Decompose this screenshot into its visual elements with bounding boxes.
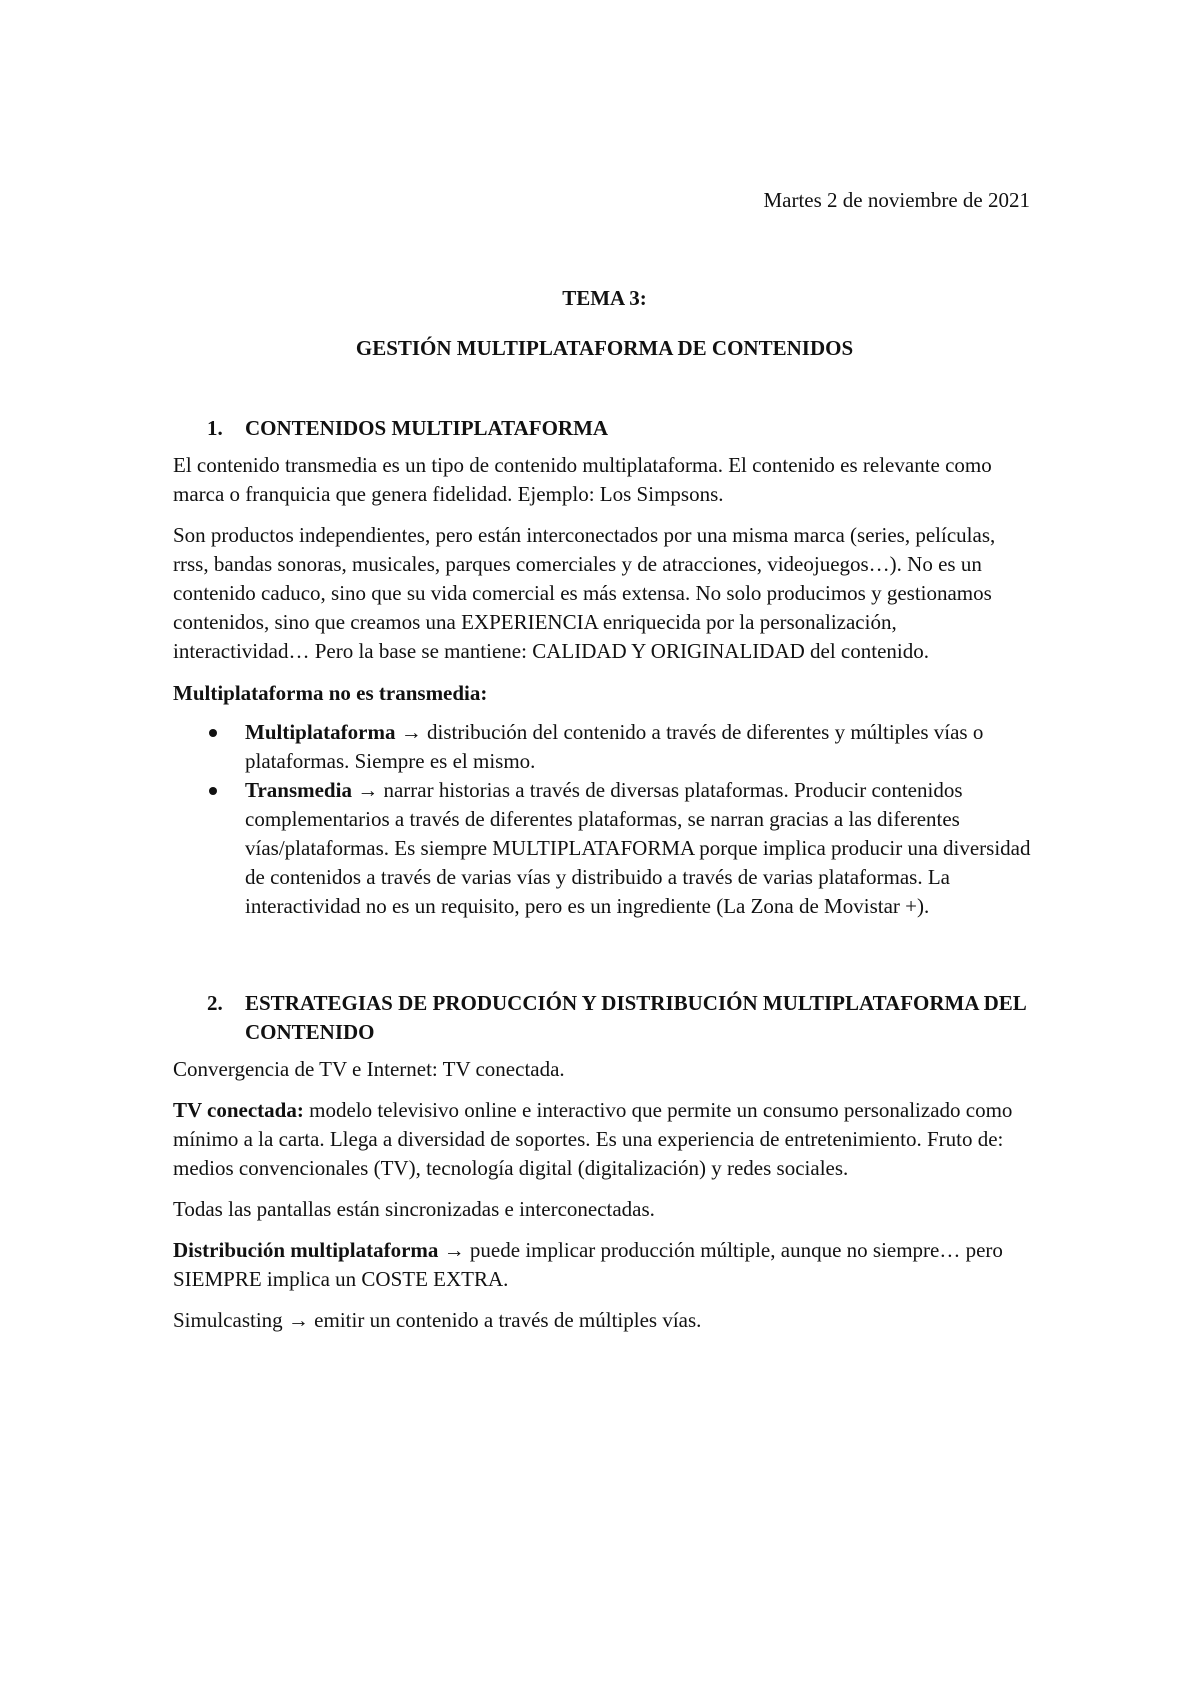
section-1-subheading: Multiplataforma no es transmedia: <box>173 681 488 705</box>
topic-title: TEMA 3: <box>562 286 647 310</box>
section-1-paragraph-1: El contenido transmedia es un tipo de contenido multiplataforma. El contenido es relevante como marca o franquicia que genera fidelidad. Ejemplo: Los Simpsons. <box>173 453 992 506</box>
paragraph-text: modelo televisivo online e interactivo que permite un consumo personalizado como mínimo a la carta. Llega a diversidad de soportes. Es una experiencia de entretenimiento. Fruto de: medios convencionales (TV), tecnología digital (digitalización) y redes sociales. <box>173 1098 1013 1180</box>
section-2-heading <box>173 989 1036 1047</box>
arrow-right-icon: → <box>443 1238 465 1262</box>
bullet-icon <box>209 729 217 737</box>
section-2-paragraph-5 <box>173 1306 1036 1335</box>
list-item <box>173 776 1036 921</box>
topic-subtitle: GESTIÓN MULTIPLATAFORMA DE CONTENIDOS <box>355 336 854 360</box>
section-2-paragraph-3: Todas las pantallas están sincronizadas e interconectadas. <box>173 1197 655 1221</box>
paragraph-term: TV conectada: <box>173 1098 304 1122</box>
paragraph-term: Distribución multiplataforma <box>173 1238 439 1262</box>
list-item <box>173 718 1036 776</box>
comparison-list <box>173 718 1036 921</box>
paragraph-text: emitir un contenido a través de múltiples vías. <box>314 1308 702 1332</box>
list-item-term: Multiplataforma <box>245 720 396 744</box>
section-1-title: CONTENIDOS MULTIPLATAFORMA <box>245 416 609 440</box>
document-date: Martes 2 de noviembre de 2021 <box>763 188 1030 212</box>
section-2-title: ESTRATEGIAS DE PRODUCCIÓN Y DISTRIBUCIÓN MULTIPLATAFORMA DEL CONTENIDO <box>245 991 1026 1044</box>
list-item-text: narrar historias a través de diversas plataformas. Producir contenidos complementarios a través de diferentes plataformas, se narran gracias a las diferentes vías/plataformas. Es siempre MULTIPLATAFORMA porque implica producir una diversidad de contenidos a través de varias vías y distribuido a través de varias plataformas. La interactividad no es un requisito, pero es un ingrediente (La Zona de Movistar +). <box>245 778 1031 918</box>
section-2-number: 2. <box>207 991 223 1015</box>
list-item-term: Transmedia <box>245 778 352 802</box>
arrow-right-icon: → <box>287 1308 309 1332</box>
paragraph-text: puede implicar producción múltiple, aunque no siempre… pero SIEMPRE implica un COSTE EXTRA. <box>173 1238 1003 1291</box>
section-2-paragraph-1: Convergencia de TV e Internet: TV conectada. <box>173 1057 565 1081</box>
bullet-icon <box>209 787 217 795</box>
section-1-number: 1. <box>207 416 223 440</box>
list-item-text: distribución del contenido a través de diferentes y múltiples vías o plataformas. Siempre es el mismo. <box>245 720 984 773</box>
section-2-paragraph-2 <box>173 1096 1036 1183</box>
paragraph-term: Simulcasting <box>173 1308 283 1332</box>
arrow-right-icon: → <box>357 778 379 802</box>
arrow-right-icon: → <box>400 720 422 744</box>
section-1-heading <box>173 414 1036 443</box>
section-1-paragraph-2: Son productos independientes, pero están interconectados por una misma marca (series, películas, rrss, bandas sonoras, musicales, parques comerciales y de atracciones, videojuegos…). No es un contenido caduco, sino que su vida comercial es más extensa. No solo producimos y gestionamos contenidos, sino que creamos una EXPERIENCIA enriquecida por la personalización, interactividad… Pero la base se mantiene: CALIDAD Y ORIGINALIDAD del contenido. <box>173 523 996 663</box>
section-2-paragraph-4 <box>173 1236 1036 1294</box>
